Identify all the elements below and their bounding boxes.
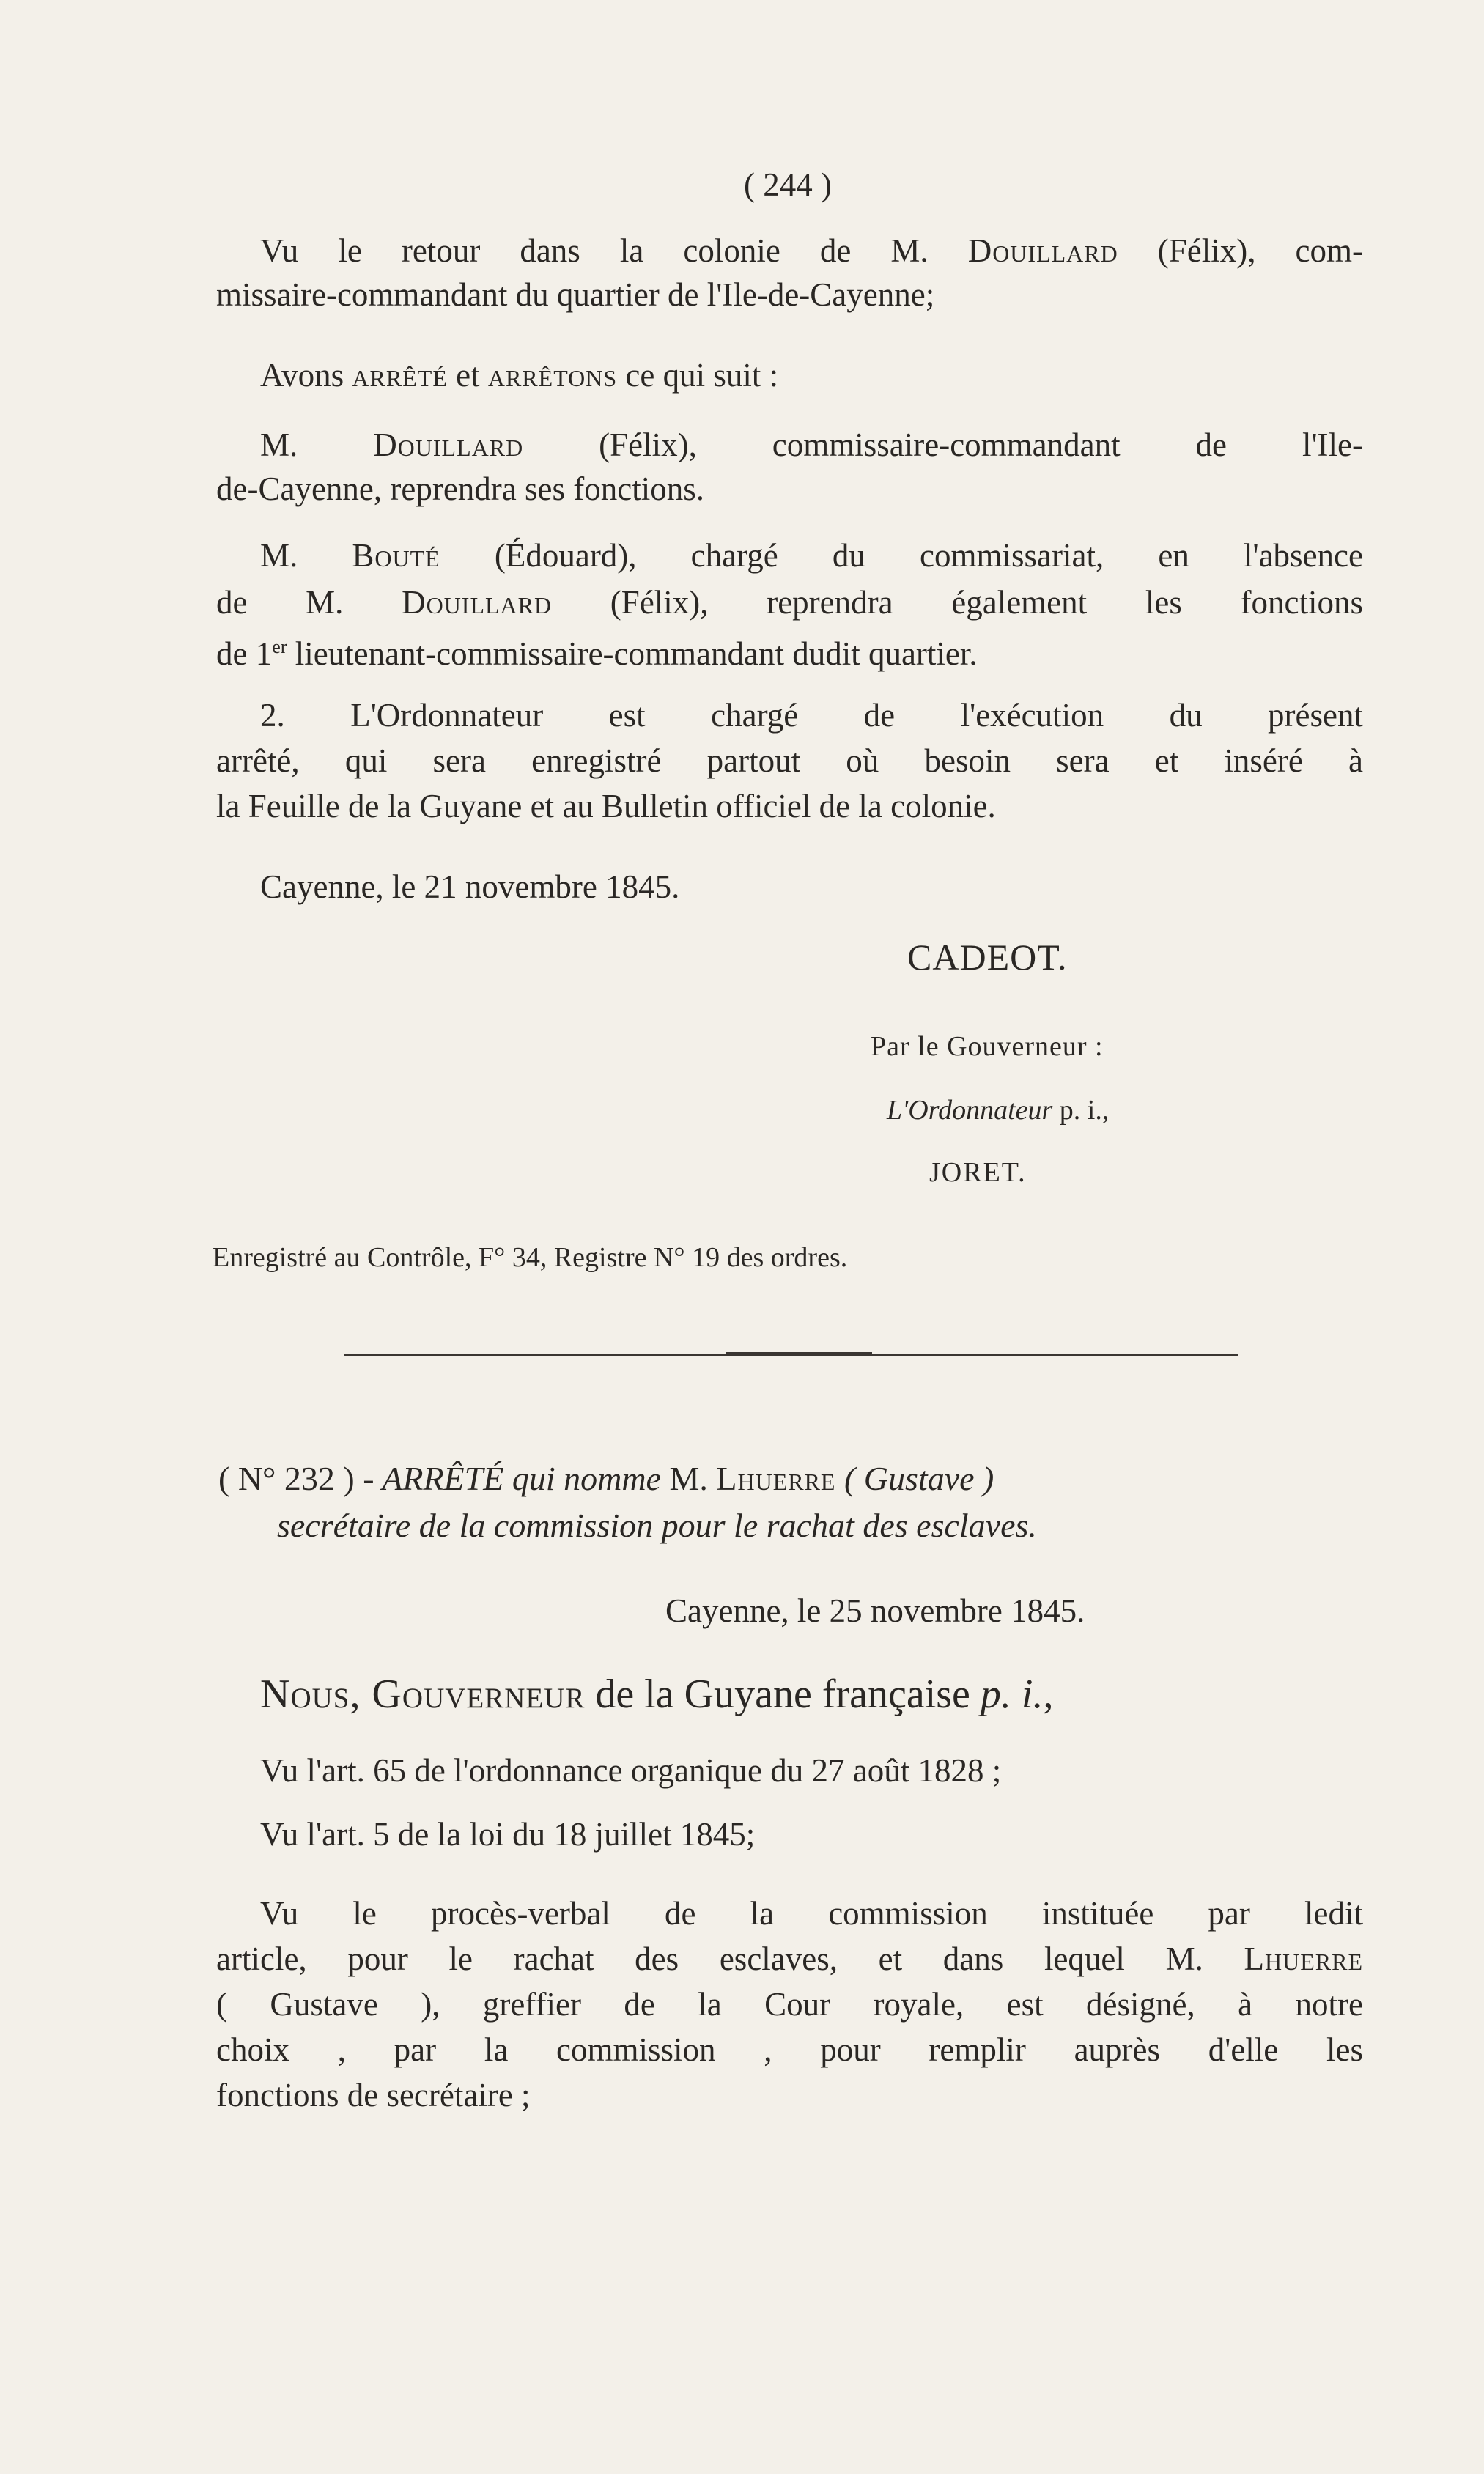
text-line: Vu l'art. 5 de la loi du 18 juillet 1845;: [260, 1816, 756, 1853]
registration-note: Enregistré au Contrôle, F° 34, Registre N° 19 des ordres.: [213, 1242, 848, 1273]
decree-heading: ( N° 232 ) - ARRÊTÉ qui nomme M. Lhuerre ( Gustave ): [218, 1460, 994, 1497]
text-line: Avons arrêté et arrêtons ce qui suit :: [260, 357, 779, 394]
attestation-label: Par le Gouverneur :: [871, 1031, 1104, 1062]
signature: JORET.: [929, 1157, 1027, 1188]
text-line: fonctions de secrétaire ;: [216, 2077, 531, 2113]
text-line: de M. Douillard (Félix), reprendra également les fonctions: [216, 584, 1363, 621]
text-line: M. Bouté (Édouard), chargé du commissariat, en l'absence: [260, 537, 1363, 574]
text-line: de-Cayenne, reprendra ses fonctions.: [216, 470, 704, 507]
section-divider: [344, 1354, 1238, 1356]
text-line: de 1er lieutenant-commissaire-commandant dudit quartier.: [216, 635, 978, 672]
person-name: Douillard: [373, 427, 524, 463]
text-line: la Feuille de la Guyane et au Bulletin officiel de la colonie.: [216, 788, 996, 824]
text-line: Vu le retour dans la colonie de M. Douillard (Félix), com-: [260, 232, 1364, 269]
date-line: Cayenne, le 21 novembre 1845.: [260, 868, 680, 905]
text-line: missaire-commandant du quartier de l'Ile-de-Cayenne;: [216, 276, 935, 313]
page-number: ( 244 ): [744, 166, 832, 203]
decree-heading: secrétaire de la commission pour le rachat des esclaves.: [277, 1507, 1037, 1544]
text-line: M. Douillard (Félix), commissaire-commandant de l'Ile-: [260, 427, 1364, 463]
person-name: Bouté: [352, 537, 440, 574]
person-name: Lhuerre: [1244, 1941, 1363, 1977]
text-line: Vu l'art. 65 de l'ordonnance organique du 27 août 1828 ;: [260, 1752, 1002, 1789]
date-line: Cayenne, le 25 novembre 1845.: [665, 1592, 1085, 1629]
text-line: article, pour le rachat des esclaves, et dans lequel M. Lhuerre: [216, 1941, 1363, 1977]
person-name: Douillard: [967, 232, 1118, 269]
attestation-role: L'Ordonnateur p. i.,: [887, 1095, 1110, 1126]
text-line: arrêté, qui sera enregistré partout où besoin sera et inséré à: [216, 742, 1363, 779]
person-name: Lhuerre: [716, 1460, 836, 1497]
preamble: Nous, Gouverneur de la Guyane française p. i.,: [260, 1672, 1054, 1717]
person-name: Douillard: [402, 584, 553, 621]
text-line: ( Gustave ), greffier de la Cour royale, est désigné, à notre: [216, 1986, 1363, 2023]
text-line: choix , par la commission , pour remplir auprès d'elle les: [216, 2031, 1363, 2068]
text-line: 2. L'Ordonnateur est chargé de l'exécution du présent: [260, 697, 1363, 734]
text-line: Vu le procès-verbal de la commission instituée par ledit: [260, 1895, 1363, 1932]
signature: CADEOT.: [907, 937, 1068, 978]
